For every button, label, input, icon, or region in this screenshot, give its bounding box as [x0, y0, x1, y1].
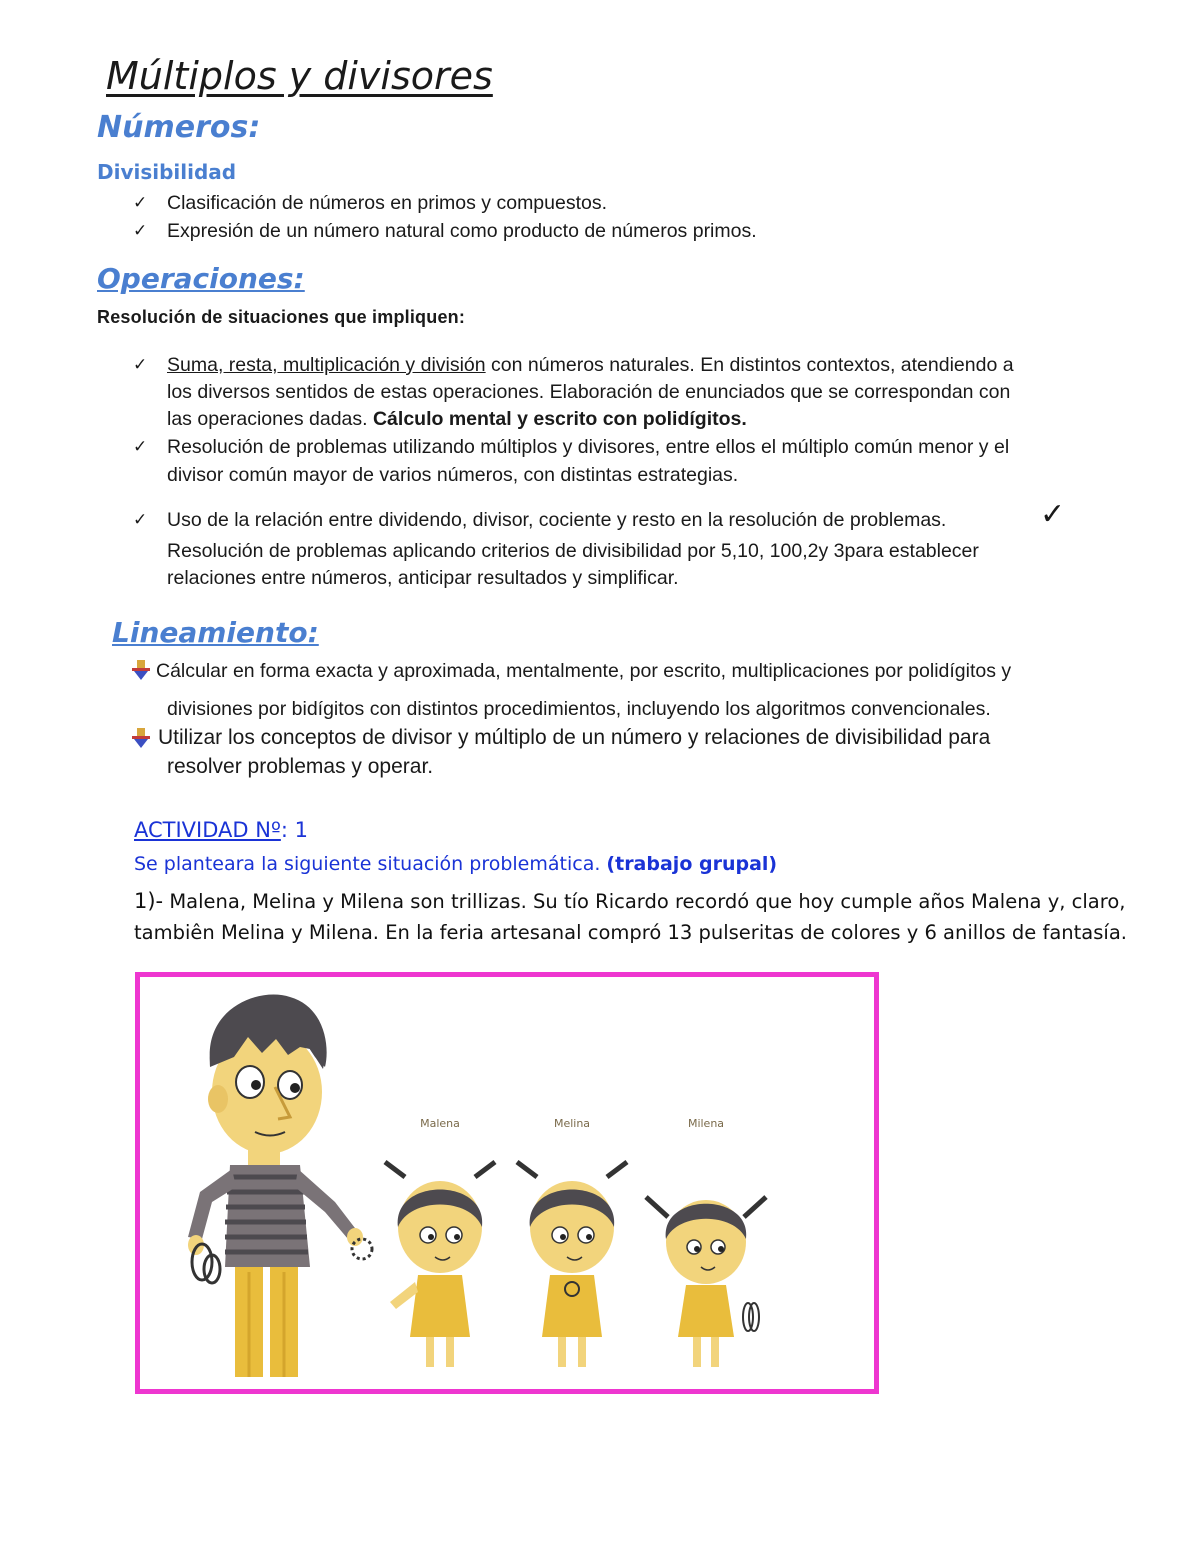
- activity-title-label: ACTIVIDAD Nº: [134, 818, 281, 842]
- lineamiento-item-2-line2: resolver problemas y operar.: [167, 755, 434, 778]
- operaciones-item-1-line3: [167, 406, 747, 433]
- name-label-malena: Malena: [420, 1117, 460, 1130]
- operaciones-label: Resolución de situaciones que impliquen:: [97, 307, 466, 327]
- problem-line-1: [134, 889, 1125, 913]
- uncle-figure: [188, 995, 372, 1377]
- big-check-icon: ✓: [1040, 497, 1066, 532]
- activity-number: : 1: [280, 818, 308, 842]
- lineamiento-item-1-line2: divisiones por bidígitos con distintos procedimientos, incluyendo los algoritmos convencionales.: [167, 698, 991, 720]
- operaciones-item-4-line1: Resolución de problemas aplicando criterios de divisibilidad por 5,10, 100,2y 3para establecer: [167, 540, 979, 562]
- check-icon: ✓: [133, 510, 148, 529]
- operaciones-item-4-line2: relaciones entre números, anticipar resultados y simplificar.: [167, 567, 679, 589]
- operaciones-item-2-line2: divisor común mayor de varios números, con distintas estrategias.: [167, 464, 739, 486]
- problem-number: 1)-: [134, 889, 164, 913]
- arrow-down-icon: [132, 728, 150, 748]
- underlined-operations: Suma, resta, multiplicación y división: [167, 354, 486, 376]
- girl-milena: [646, 1117, 766, 1367]
- lineamiento-item-2-line1: Utilizar los conceptos de divisor y múltiplo de un número y relaciones de divisibilidad para: [158, 726, 991, 749]
- lineamiento-heading: Lineamiento:: [112, 616, 319, 649]
- operaciones-item-2-line1: Resolución de problemas utilizando múltiplos y divisores, entre ellos el múltiplo común menor y el: [167, 436, 1010, 458]
- activity-subtitle: [134, 853, 777, 875]
- girl-malena: [385, 1117, 495, 1367]
- operaciones-item-1-line1: [167, 352, 1014, 379]
- divisibilidad-subheading: Divisibilidad: [97, 160, 237, 184]
- check-icon: ✓: [133, 437, 148, 456]
- activity-title: [134, 818, 308, 842]
- name-label-melina: Melina: [553, 1117, 591, 1130]
- check-icon: ✓: [133, 221, 148, 240]
- operaciones-heading: Operaciones:: [97, 262, 305, 295]
- girl-melina: [517, 1117, 627, 1367]
- item-1-plain: las operaciones dadas.: [167, 408, 373, 430]
- arrow-down-icon: [132, 660, 150, 680]
- check-icon: ✓: [133, 193, 148, 212]
- numeros-heading: Números:: [97, 110, 261, 145]
- lineamiento-item-1-line1: Cálcular en forma exacta y aproximada, mentalmente, por escrito, multiplicaciones por polidígitos y: [156, 660, 1012, 682]
- page-title: Múltiplos y divisores: [106, 54, 493, 98]
- item-1-text: con números naturales. En distintos contextos, atendiendo a: [485, 354, 1014, 376]
- problem-line-2: tambiên Melina y Milena. En la feria artesanal compró 13 pulseritas de colores y 6 anillos de fantasía.: [134, 921, 1127, 944]
- numeros-item-1: Clasificación de números en primos y compuestos.: [167, 192, 608, 214]
- illustration-frame: [135, 972, 879, 1394]
- activity-subtitle-text: Se planteara la siguiente situación problemática.: [134, 853, 607, 875]
- operaciones-item-1-line2: los diversos sentidos de estas operaciones. Elaboración de enunciados que se correspondan con: [167, 381, 1011, 403]
- name-label-milena: Milena: [687, 1117, 725, 1130]
- problem-text-1: Malena, Melina y Milena son trillizas. Su tío Ricardo recordó que hoy cumple años Malena y, claro,: [163, 890, 1126, 913]
- check-icon: ✓: [133, 355, 148, 374]
- item-1-bold: Cálculo mental y escrito con polidígitos.: [372, 408, 747, 430]
- numeros-item-2: Expresión de un número natural como producto de números primos.: [167, 220, 757, 242]
- illustration: [140, 977, 874, 1389]
- operaciones-item-3: Uso de la relación entre dividendo, divisor, cociente y resto en la resolución de problemas.: [167, 509, 947, 531]
- activity-subtitle-bold: (trabajo grupal): [606, 853, 778, 875]
